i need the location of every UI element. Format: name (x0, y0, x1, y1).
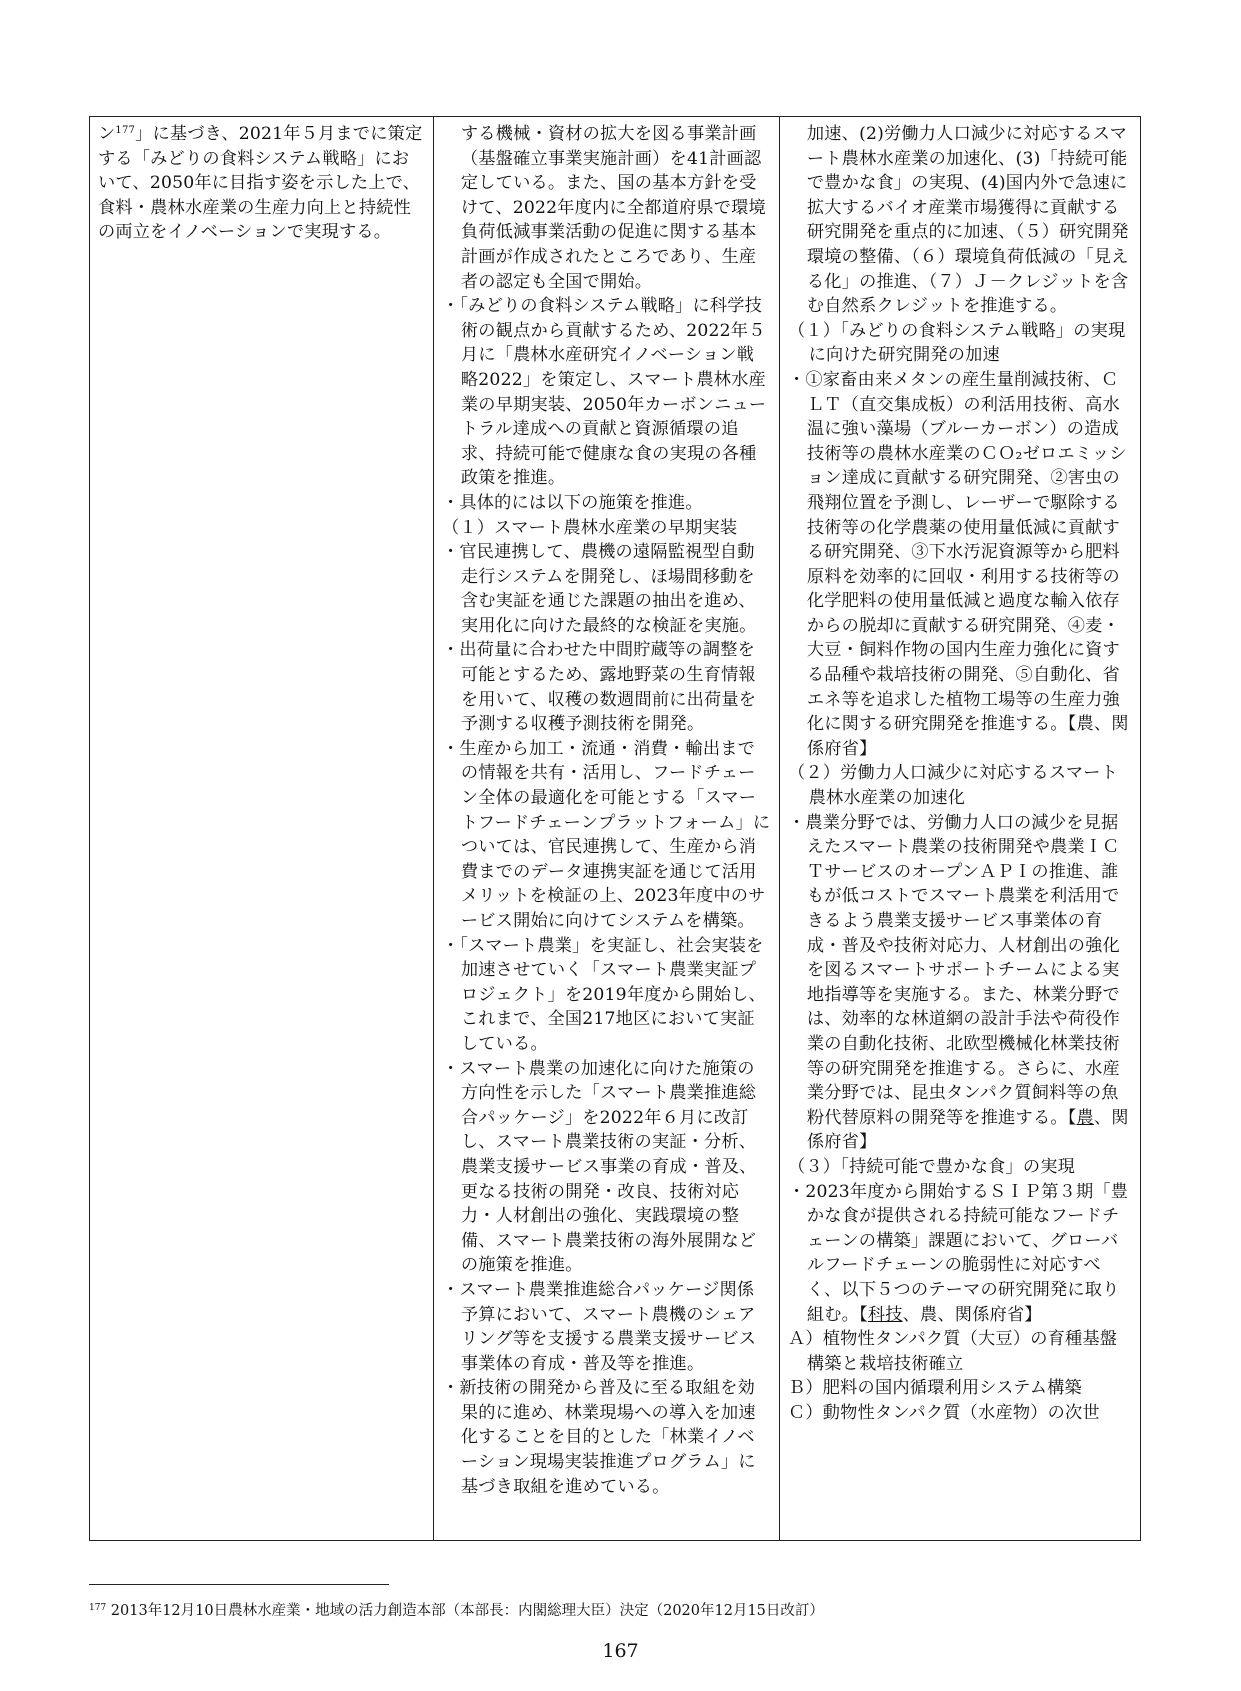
status-paragraph: ・「みどりの食料システム戦略」に科学技術の観点から貢献するため、2022年５月に「農林水産研究イノベーション戦略2022」を策定し、スマート農林水産業の早期実装、2050年カーボンニュートラル達成への貢献と資源循環の追求、持続可能で健康な食の実現の各種政策を推進。 (442, 296, 767, 489)
footnote-divider (89, 1584, 389, 1585)
column-current-status (434, 117, 780, 1541)
status-paragraph: ・具体的には以下の施策を推進。 (442, 492, 703, 513)
footnote-ref: 177 (115, 125, 136, 136)
footnote (89, 1601, 1149, 1621)
policy-table (89, 116, 1141, 1541)
initiatives-bullet: ・①家畜由来メタンの産生量削減技術、ＣＬＴ（直交集成板）の利活用技術、高水温に強い藻場（ブルーカーボン）の造成技術等の農林水産業のＣＯ₂ゼロエミッション達成に貢献する研究開発、②害虫の飛翔位置を予測し、レーザーで駆除する技術等の化学農薬の使用量低減に貢献する研究開発、③下水汚泥資源等から肥料原料を効率的に回収・利用する技術等の化学肥料の使用量低減と過度な輸入依存からの脱却に貢献する研究開発、④麦・大豆・飼料作物の国内生産力強化に資する品種や栽培技術の開発、⑤自動化、省エネ等を追求した植物工場等の生産力強化に関する研究開発を推進する。【農、関係府省】 (788, 369, 1129, 759)
status-paragraph: ・新技術の開発から普及に至る取組を効果的に進め、林業現場への導入を加速化することを目的とした「林業イノベーション現場実装推進プログラム」に基づき取組を進めている。 (442, 1378, 756, 1497)
theme-item: Ｂ）肥料の国内循環利用システム構築 (788, 1378, 1082, 1399)
status-paragraph: ・生産から加工・流通・消費・輸出までの情報を共有・活用し、フードチェーン全体の最適化を可能とする「スマートフードチェーンプラットフォーム」については、官民連携して、生産から消費までのデータ連携実証を通じて活用メリットを検証の上、2023年度中のサービス開始に向けてシステムを構築。 (442, 738, 771, 931)
status-paragraph: ・「スマート農業」を実証し、社会実装を加速させていく「スマート農業実証プロジェクト」を2019年度から開始し、これまで、全国217地区において実証している。 (442, 935, 766, 1054)
status-paragraph: ・スマート農業推進総合パッケージ関係予算において、スマート農機のシェアリング等を支援する農業支援サービス事業体の育成・普及等を推進。 (442, 1279, 757, 1374)
status-paragraph: ・スマート農業の加速化に向けた施策の方向性を示した「スマート農業推進総合パッケージ」を2022年６月に改訂し、スマート農業技術の実証・分析、農業支援サービス事業の育成・普及、更なる技術の開発・改良、技術対応力・人材創出の強化、実践環境の整備、スマート農業技術の海外展開などの施策を推進。 (442, 1058, 757, 1276)
ministry-underlined: 科技 (867, 1304, 903, 1325)
table-row (90, 117, 1141, 1541)
status-heading: （１）スマート農林水産業の早期実装 (442, 517, 738, 538)
column-initiatives (780, 117, 1141, 1541)
footnote-number: 177 (89, 1603, 107, 1613)
theme-item: Ａ）植物性タンパク質（大豆）の育種基盤構築と栽培技術確立 (788, 1329, 1118, 1374)
ministry-underlined: 農 (1076, 1107, 1094, 1128)
column-background (90, 117, 434, 1541)
initiatives-heading: （１）「みどりの食料システム戦略」の実現に向けた研究開発の加速 (788, 320, 1126, 366)
background-text: ン$^{177}$」に基づき、2021年５月までに策定する「みどりの食料システム戦略」において、2050年に目指す姿を示した上で、食料・農林水産業の生産力向上と持続性の両立をイノベーションで実現する。 (98, 124, 423, 243)
initiatives-intro: 加速、(2)労働力人口減少に対応するスマート農林水産業の加速化、(3)「持続可能で豊かな食」の実現、(4)国内外で急速に拡大するバイオ産業市場獲得に貢献する研究開発を重点的に加速、（５）研究開発環境の整備、（６）環境負荷低減の「見える化」の推進、（７）Ｊ－クレジットを含む自然系クレジットを推進する。 (806, 124, 1129, 317)
theme-item: Ｃ）動物性タンパク質（水産物）の次世 (788, 1402, 1100, 1423)
status-paragraph: ・官民連携して、農機の遠隔監視型自動走行システムを開発し、ほ場間移動を含む実証を通じた課題の抽出を進め、実用化に向けた最終的な検証を実施。 (442, 542, 757, 636)
initiatives-heading: （２）労働力人口減少に対応するスマート農林水産業の加速化 (788, 763, 1119, 809)
initiatives-bullet: ・2023年度から開始するＳＩＰ第３期「豊かな食が提供される持続可能なフードチェーンの構築」課題において、グローバルフードチェーンの脆弱性に対応すべく、以下５つのテーマの研究開発に取り組む。【科技、農、関係府省】 (788, 1181, 1129, 1325)
footnote-text: 2013年12月10日農林水産業・地域の活力創造本部（本部長：内閣総理大臣）決定（2020年12月15日改訂） (110, 1603, 824, 1619)
status-paragraph: する機械・資材の拡大を図る事業計画（基盤確立事業実施計画）を41計画認定している。また、国の基本方針を受けて、2022年度内に全都道府県で環境負荷低減事業活動の促進に関する基本計画が作成されたところであり、生産者の認定も全国で開始。 (460, 124, 766, 292)
initiatives-bullet: ・農業分野では、労働力人口の減少を見据えたスマート農業の技術開発や農業ＩＣＴサービスのオープンＡＰＩの推進、誰もが低コストでスマート農業を利活用できるよう農業支援サービス事業体の育成・普及や技術対応力、人材創出の強化を図るスマートサポートチームによる実地指導等を実施する。また、林業分野では、効率的な林道網の設計手法や荷役作業の自動化技術、北欧型機械化林業技術等の研究開発を推進する。さらに、水産業分野では、昆虫タンパク質飼料等の魚粉代替原料の開発等を推進する。【農、関係府省】 (788, 812, 1129, 1153)
status-paragraph: ・出荷量に合わせた中間貯蔵等の調整を可能とするため、露地野菜の生育情報を用いて、収穫の数週間前に出荷量を予測する収穫予測技術を開発。 (442, 640, 757, 735)
initiatives-heading: （３）「持続可能で豊かな食」の実現 (788, 1156, 1075, 1177)
page-number: 167 (602, 1640, 639, 1662)
